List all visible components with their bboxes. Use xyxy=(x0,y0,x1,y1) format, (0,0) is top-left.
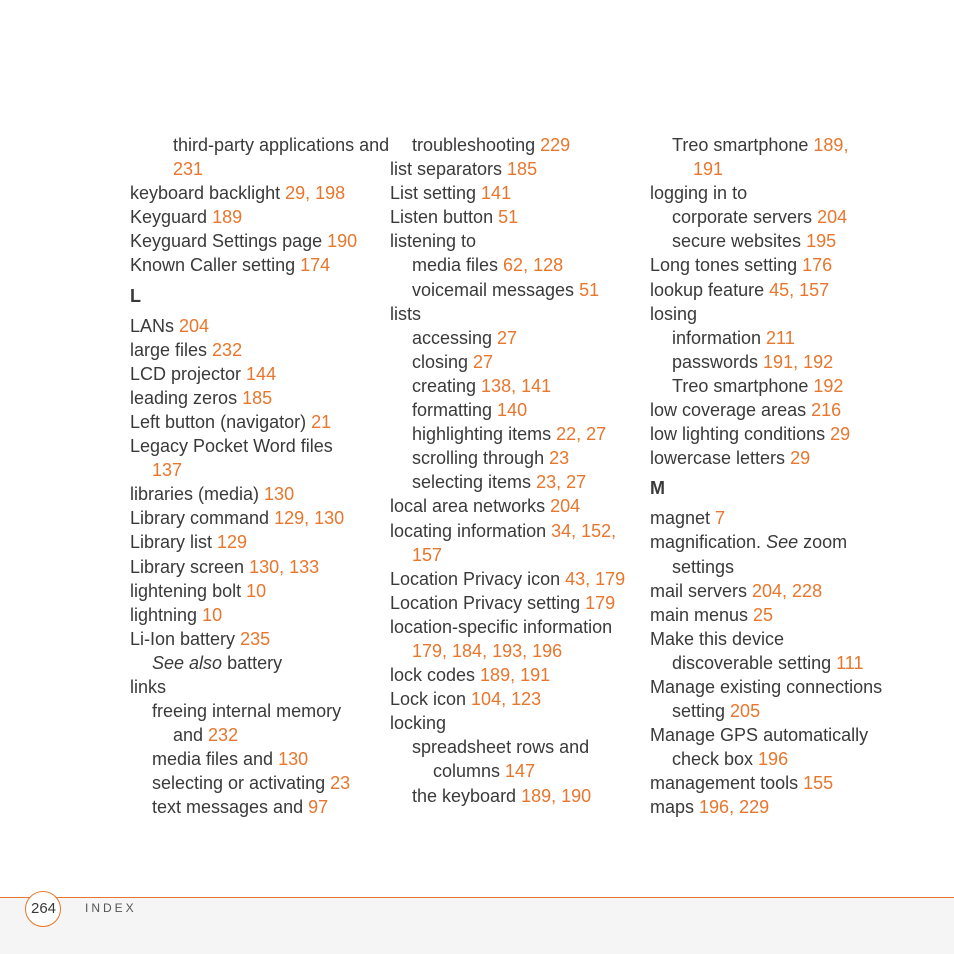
entry-text: locating information xyxy=(390,520,552,541)
entry-text: magnification. xyxy=(650,532,767,553)
entry-text: selecting or activating xyxy=(152,773,331,794)
entry-text: listening to xyxy=(390,231,477,252)
index-entry xyxy=(130,458,380,482)
index-entry xyxy=(390,687,640,711)
entry-text: Lock icon xyxy=(390,689,472,710)
entry-text: maps xyxy=(650,797,700,818)
entry-text: Known Caller setting xyxy=(130,255,301,276)
index-entry xyxy=(390,735,640,759)
page-reference-link[interactable]: 29, 198 xyxy=(285,183,346,204)
footer-band xyxy=(0,898,954,954)
page-number: 264 xyxy=(30,900,57,917)
index-entry xyxy=(130,579,380,603)
entry-text: accessing xyxy=(412,327,498,348)
index-entry xyxy=(650,506,920,530)
index-entry xyxy=(130,410,380,434)
page-reference-link[interactable]: 191, 192 xyxy=(763,351,834,372)
index-entry xyxy=(650,699,920,723)
page-reference-link[interactable]: 10 xyxy=(246,580,267,601)
index-entry xyxy=(650,157,920,181)
index-entry xyxy=(650,795,920,819)
index-letter-heading xyxy=(130,284,380,308)
page-reference-link[interactable]: 157 xyxy=(412,544,443,565)
page-reference-link[interactable]: 179, 184, 193, 196 xyxy=(412,640,563,661)
entry-text: LANs xyxy=(130,315,180,336)
page-reference-link[interactable]: 45, 157 xyxy=(769,279,830,300)
index-entry xyxy=(130,795,380,819)
index-entry xyxy=(130,157,380,181)
page-reference-link[interactable]: 34, 152, xyxy=(551,520,617,541)
page-reference-link[interactable]: 190 xyxy=(327,231,358,252)
entry-text: Manage GPS automatically xyxy=(650,725,869,746)
index-entry xyxy=(650,627,920,651)
index-entry xyxy=(390,398,640,422)
index-entry xyxy=(130,747,380,771)
index-entry xyxy=(650,771,920,795)
index-entry xyxy=(390,591,640,615)
entry-text: links xyxy=(130,676,167,697)
entry-text: zoom xyxy=(798,532,848,553)
page-reference-link[interactable]: 192 xyxy=(813,375,844,396)
page-reference-link[interactable]: 185 xyxy=(242,387,273,408)
index-entry xyxy=(390,663,640,687)
index-entry xyxy=(650,181,920,205)
entry-text: LCD projector xyxy=(130,363,247,384)
index-entry xyxy=(650,326,920,350)
entry-text: discoverable setting xyxy=(672,652,837,673)
index-entry xyxy=(130,675,380,699)
page-reference-link[interactable]: 231 xyxy=(173,159,204,180)
page-reference-link[interactable]: 141 xyxy=(481,183,512,204)
page-reference-link[interactable]: 104, 123 xyxy=(471,689,542,710)
entry-text: low lighting conditions xyxy=(650,424,831,445)
entry-text: third-party applications and xyxy=(173,135,390,155)
page-reference-link[interactable]: 140 xyxy=(497,400,528,421)
entry-text: settings xyxy=(672,556,735,577)
entry-text: L xyxy=(130,285,141,306)
index-entry xyxy=(650,579,920,603)
index-entry xyxy=(130,723,380,747)
entry-text: lookup feature xyxy=(650,279,770,300)
entry-text: Left button (navigator) xyxy=(130,411,312,432)
index-entry xyxy=(390,519,640,543)
page-reference-link[interactable]: 185 xyxy=(507,159,538,180)
index-entry xyxy=(130,506,380,530)
index-entry xyxy=(130,603,380,627)
page-reference-link[interactable]: 174 xyxy=(300,255,331,276)
index-entry xyxy=(390,157,640,181)
index-entry xyxy=(650,651,920,675)
index-entry xyxy=(130,386,380,410)
index-entry xyxy=(390,422,640,446)
index-entry xyxy=(650,675,920,699)
page-reference-link[interactable]: 27 xyxy=(473,351,494,372)
index-entry xyxy=(390,253,640,277)
entry-text: columns xyxy=(433,761,506,782)
index-entry xyxy=(390,181,640,205)
entry-text: Keyguard xyxy=(130,207,213,228)
page-reference-link[interactable]: 204 xyxy=(817,207,848,228)
index-entry xyxy=(390,615,640,639)
index-entry xyxy=(130,699,380,723)
entry-text: large files xyxy=(130,339,213,360)
entry-text: text messages and xyxy=(152,797,309,818)
page-reference-link[interactable]: 111 xyxy=(836,652,864,673)
index-entry xyxy=(650,723,920,747)
entry-text: corporate servers xyxy=(672,207,818,228)
footer-divider xyxy=(0,897,954,898)
page-reference-link[interactable]: 216 xyxy=(811,400,842,421)
entry-text: Library list xyxy=(130,532,218,553)
index-entry xyxy=(130,133,390,157)
entry-text: formatting xyxy=(412,400,498,421)
entry-text: check box xyxy=(672,749,759,770)
entry-text: losing xyxy=(650,303,698,324)
index-entry xyxy=(390,759,640,783)
entry-text: voicemail messages xyxy=(412,279,580,300)
entry-text: Treo smartphone xyxy=(672,135,814,155)
page-reference-link[interactable]: 196 xyxy=(758,749,789,770)
entry-text: highlighting items xyxy=(412,424,557,445)
page-reference-link[interactable]: 7 xyxy=(715,508,726,529)
page-reference-link[interactable]: 130 xyxy=(278,749,309,770)
index-entry xyxy=(650,229,920,253)
entry-text: passwords xyxy=(672,351,764,372)
entry-text: mail servers xyxy=(650,580,753,601)
entry-text: List setting xyxy=(390,183,482,204)
index-entry xyxy=(650,422,920,446)
page-reference-link[interactable]: 191 xyxy=(693,159,724,180)
page-reference-link[interactable]: 204, 228 xyxy=(752,580,823,601)
entry-text: secure websites xyxy=(672,231,807,252)
page-reference-link[interactable]: 229 xyxy=(540,135,571,155)
entry-text: selecting items xyxy=(412,472,537,493)
page-reference-link[interactable]: 196, 229 xyxy=(699,797,770,818)
page-reference-link[interactable]: 29 xyxy=(790,448,811,469)
entry-text: main menus xyxy=(650,604,754,625)
page-reference-link[interactable]: 62, 128 xyxy=(503,255,564,276)
index-entry xyxy=(390,639,640,663)
entry-text: Location Privacy setting xyxy=(390,592,586,613)
index-entry xyxy=(390,374,640,398)
entry-text: information xyxy=(672,327,767,348)
index-entry xyxy=(650,350,920,374)
entry-text: See xyxy=(766,532,799,553)
entry-text: closing xyxy=(412,351,474,372)
index-entry xyxy=(650,446,920,470)
index-entry xyxy=(130,253,380,277)
index-entry xyxy=(390,543,640,567)
index-entry xyxy=(130,771,380,795)
entry-text: Manage existing connections xyxy=(650,676,883,697)
page-reference-link[interactable]: 204 xyxy=(550,496,581,517)
page-reference-link[interactable]: 189, 190 xyxy=(521,785,592,806)
entry-text: Li-Ion battery xyxy=(130,628,241,649)
entry-text: and xyxy=(173,725,209,746)
entry-text: local area networks xyxy=(390,496,551,517)
entry-text: Legacy Pocket Word files xyxy=(130,436,333,457)
entry-text: Make this device xyxy=(650,628,785,649)
entry-text: scrolling through xyxy=(412,448,550,469)
entry-text: lowercase letters xyxy=(650,448,791,469)
index-entry xyxy=(130,555,380,579)
page-reference-link[interactable]: 43, 179 xyxy=(565,568,626,589)
index-entry xyxy=(130,482,380,506)
entry-text: troubleshooting xyxy=(412,135,541,155)
page-reference-link[interactable]: 144 xyxy=(246,363,277,384)
page-reference-link[interactable]: 232 xyxy=(212,339,243,360)
page-reference-link[interactable]: 51 xyxy=(579,279,600,300)
index-entry xyxy=(390,326,640,350)
entry-text: Keyguard Settings page xyxy=(130,231,328,252)
entry-text: M xyxy=(650,478,665,499)
index-entry xyxy=(390,446,640,470)
index-entry xyxy=(130,314,380,338)
index-entry xyxy=(390,711,640,735)
page-reference-link[interactable]: 129, 130 xyxy=(274,508,345,529)
entry-text: the keyboard xyxy=(412,785,522,806)
index-entry xyxy=(390,567,640,591)
index-entry xyxy=(130,627,380,651)
entry-text: Treo smartphone xyxy=(672,375,814,396)
index-entry xyxy=(650,603,920,627)
index-entry xyxy=(390,494,640,518)
page-reference-link[interactable]: 23, 27 xyxy=(536,472,587,493)
index-letter-heading xyxy=(650,476,920,500)
section-label: INDEX xyxy=(85,901,137,915)
entry-text: media files xyxy=(412,255,504,276)
index-column-2 xyxy=(390,133,640,808)
entry-text: low coverage areas xyxy=(650,400,812,421)
page-reference-link[interactable]: 189, xyxy=(813,135,849,155)
entry-text: leading zeros xyxy=(130,387,243,408)
index-entry xyxy=(390,229,640,253)
entry-text: Listen button xyxy=(390,207,499,228)
entry-text: lightening bolt xyxy=(130,580,247,601)
entry-text: media files and xyxy=(152,749,279,770)
index-entry xyxy=(130,229,380,253)
index-entry xyxy=(650,530,920,554)
page-reference-link[interactable]: 204 xyxy=(179,315,210,336)
page-reference-link[interactable]: 195 xyxy=(806,231,837,252)
page-reference-link[interactable]: 211 xyxy=(766,327,795,348)
entry-text: magnet xyxy=(650,508,716,529)
index-entry xyxy=(390,350,640,374)
page-reference-link[interactable]: 147 xyxy=(505,761,536,782)
entry-text: lightning xyxy=(130,604,203,625)
index-entry xyxy=(390,133,640,157)
entry-text: setting xyxy=(672,701,731,722)
page-reference-link[interactable]: 51 xyxy=(498,207,519,228)
index-entry xyxy=(650,374,920,398)
page-reference-link[interactable]: 130, 133 xyxy=(249,556,320,577)
page-reference-link[interactable]: 25 xyxy=(753,604,774,625)
index-entry xyxy=(130,530,380,554)
page-reference-link[interactable]: 21 xyxy=(311,411,332,432)
page-reference-link[interactable]: 235 xyxy=(240,628,271,649)
index-entry xyxy=(650,398,920,422)
index-entry xyxy=(650,205,920,229)
index-column-3 xyxy=(650,133,920,820)
page-reference-link[interactable]: 189, 191 xyxy=(480,665,551,686)
page-reference-link[interactable]: 189 xyxy=(212,207,243,228)
entry-text: management tools xyxy=(650,773,804,794)
entry-text: logging in to xyxy=(650,183,748,204)
index-entry xyxy=(390,302,640,326)
page-reference-link[interactable]: 232 xyxy=(208,725,239,746)
index-entry xyxy=(130,181,380,205)
entry-text: See also xyxy=(152,652,223,673)
entry-text: lists xyxy=(390,303,421,324)
entry-text: Location Privacy icon xyxy=(390,568,566,589)
index-entry xyxy=(130,362,380,386)
page-reference-link[interactable]: 23 xyxy=(330,773,351,794)
index-entry xyxy=(650,302,920,326)
page-reference-link[interactable]: 129 xyxy=(217,532,248,553)
index-entry xyxy=(390,470,640,494)
page-reference-link[interactable]: 29 xyxy=(830,424,851,445)
page-reference-link[interactable]: 23 xyxy=(549,448,570,469)
page-reference-link[interactable]: 205 xyxy=(730,701,761,722)
entry-text: Long tones setting xyxy=(650,255,803,276)
page-reference-link[interactable]: 137 xyxy=(152,460,183,481)
page-reference-link[interactable]: 138, 141 xyxy=(481,375,552,396)
entry-text: locking xyxy=(390,713,447,734)
entry-text: freeing internal memory xyxy=(152,701,342,722)
index-entry xyxy=(130,338,380,362)
index-entry xyxy=(130,205,380,229)
index-entry xyxy=(390,205,640,229)
entry-text: Library command xyxy=(130,508,275,529)
entry-text: Library screen xyxy=(130,556,250,577)
index-entry xyxy=(130,651,380,675)
page-reference-link[interactable]: 176 xyxy=(802,255,833,276)
index-entry xyxy=(650,747,920,771)
page-reference-link[interactable]: 97 xyxy=(308,797,329,818)
page-reference-link[interactable]: 130 xyxy=(264,484,295,505)
index-column-1 xyxy=(130,133,390,820)
page-reference-link[interactable]: 10 xyxy=(202,604,223,625)
index-entry xyxy=(130,434,380,458)
index-entry xyxy=(650,278,920,302)
entry-text: location-specific information xyxy=(390,616,613,637)
entry-text: list separators xyxy=(390,159,508,180)
page-reference-link[interactable]: 155 xyxy=(803,773,834,794)
page-reference-link[interactable]: 22, 27 xyxy=(556,424,607,445)
entry-text: keyboard backlight xyxy=(130,183,286,204)
entry-text: spreadsheet rows and xyxy=(412,737,590,758)
entry-text: battery xyxy=(222,652,283,673)
page-reference-link[interactable]: 27 xyxy=(497,327,518,348)
entry-text: libraries (media) xyxy=(130,484,265,505)
index-entry xyxy=(650,133,920,157)
index-entry xyxy=(650,555,920,579)
page-reference-link[interactable]: 179 xyxy=(585,592,616,613)
index-entry xyxy=(390,784,640,808)
index-entry xyxy=(390,278,640,302)
entry-text: lock codes xyxy=(390,665,481,686)
index-entry xyxy=(650,253,920,277)
entry-text: creating xyxy=(412,375,482,396)
